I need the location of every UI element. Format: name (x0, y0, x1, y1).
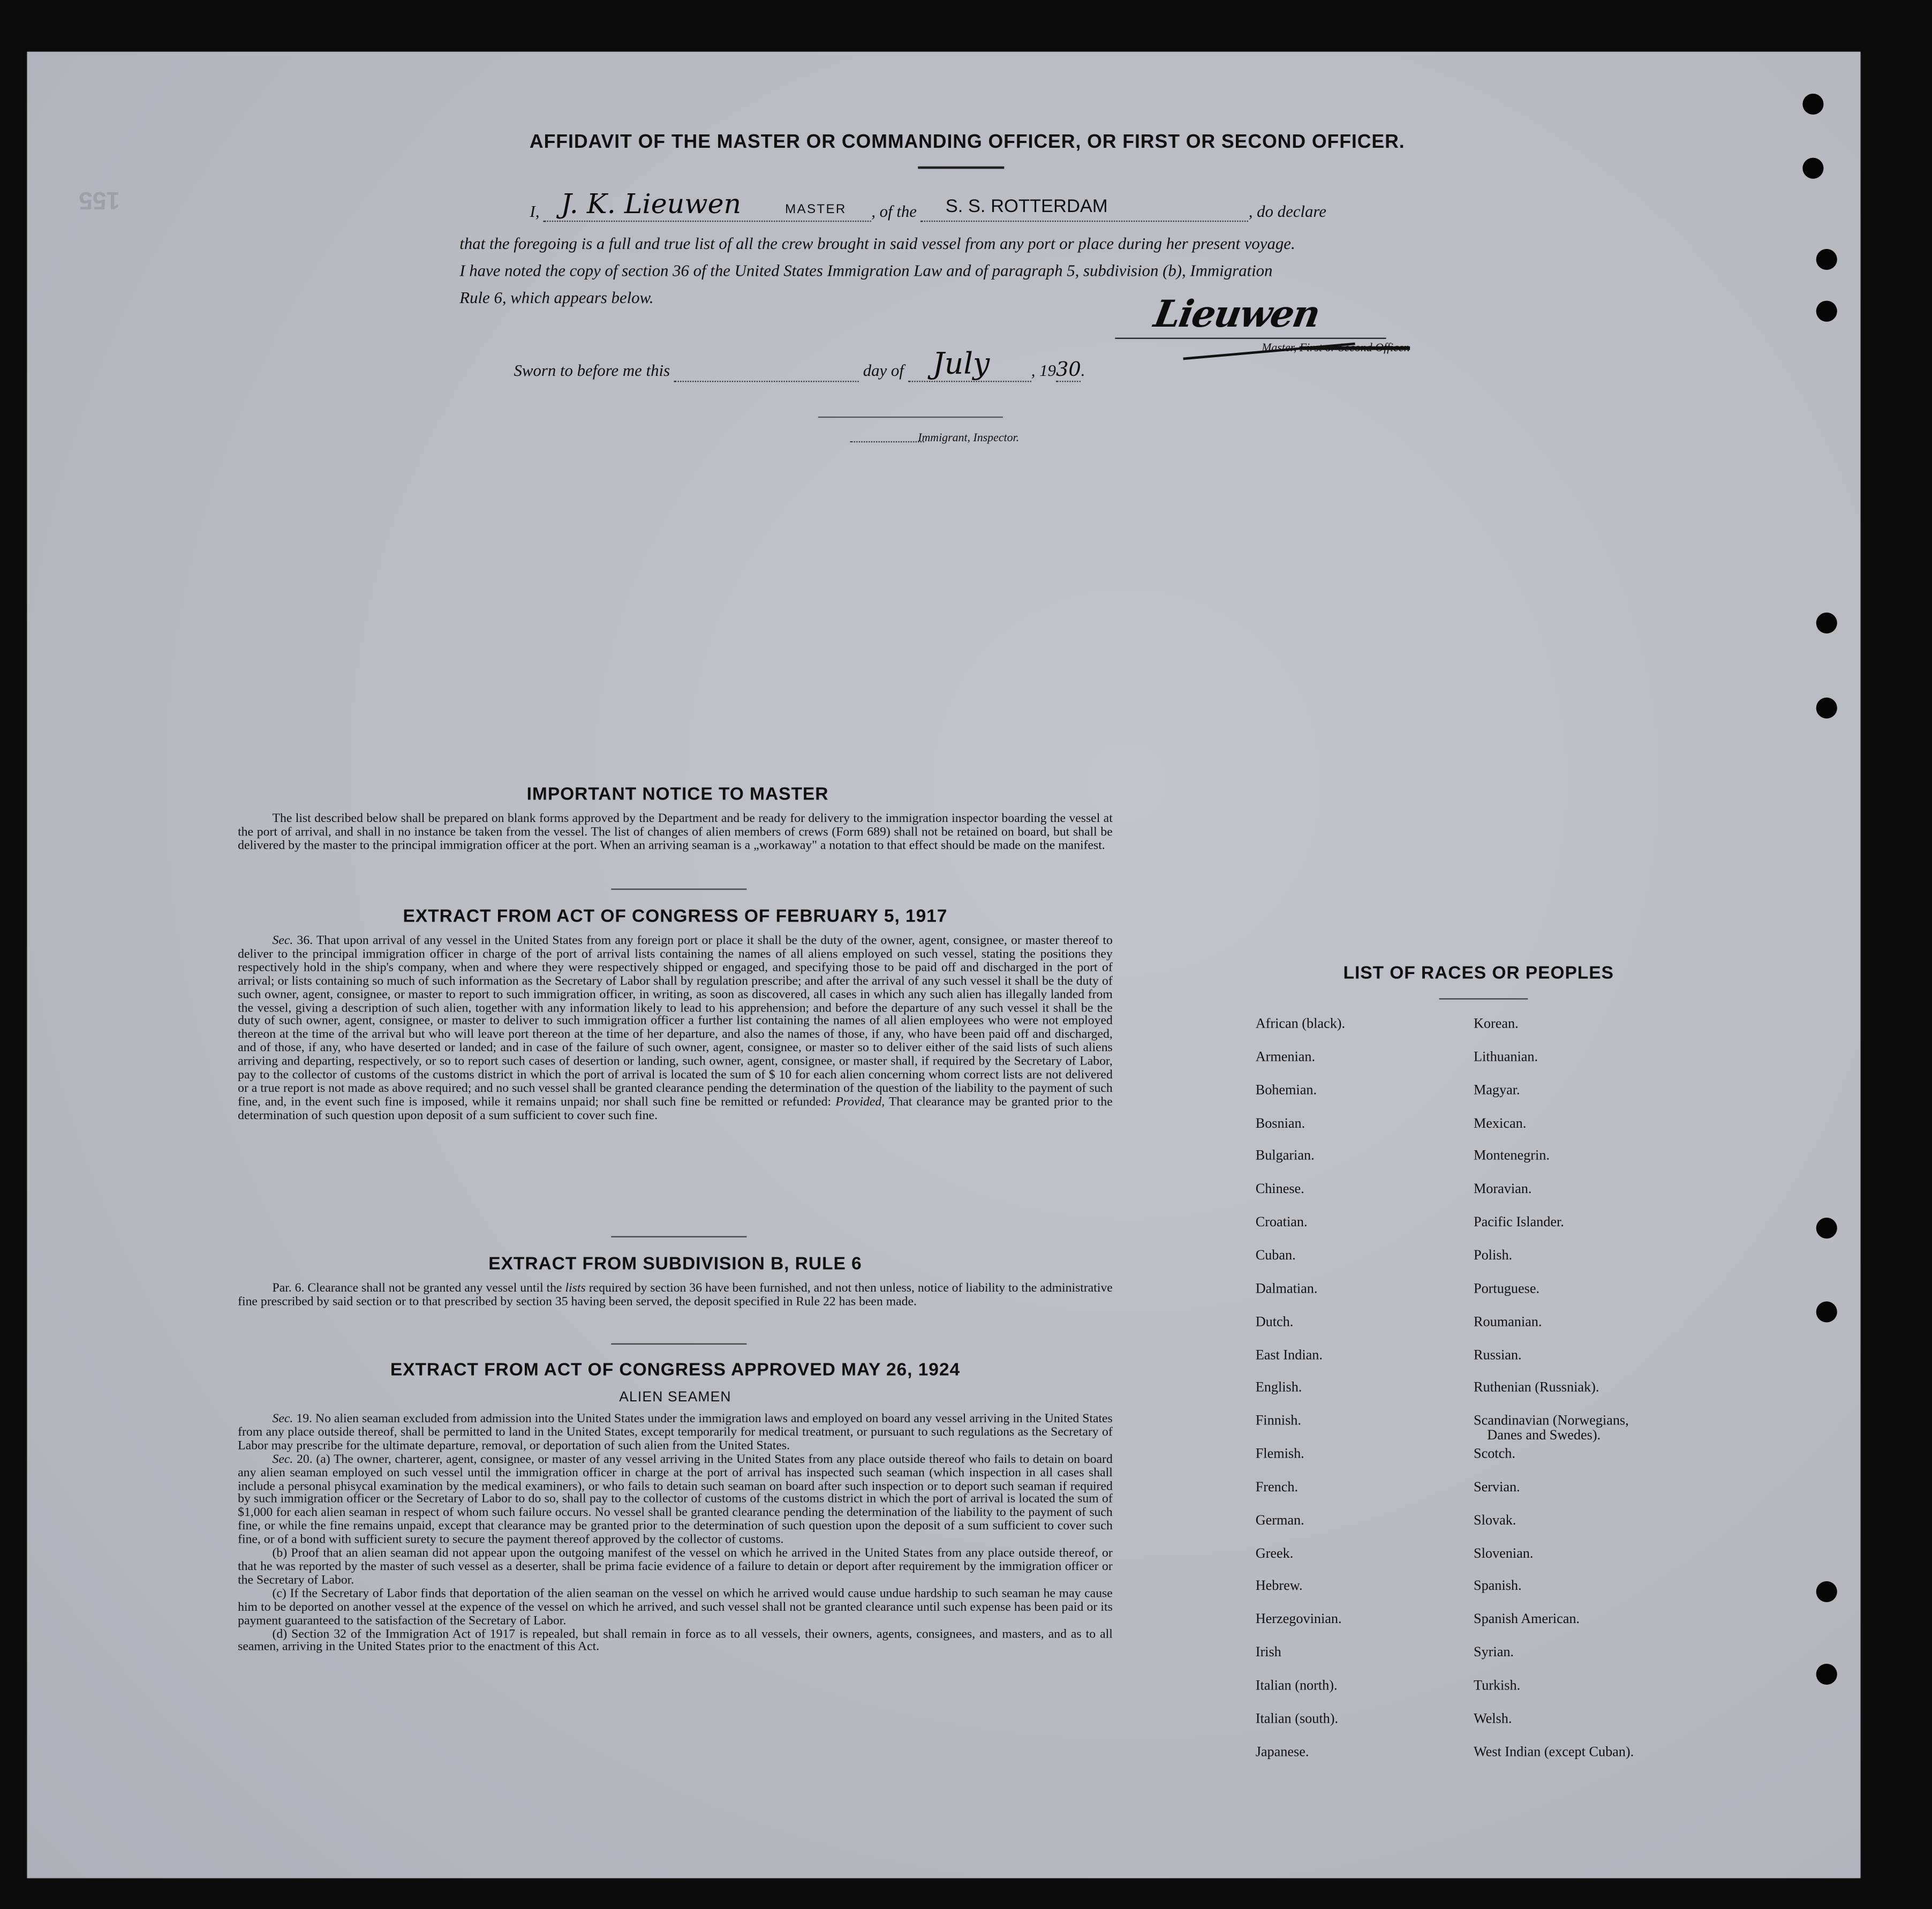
signature-caption-struck: First or Second Officer. (1299, 342, 1410, 355)
sworn-day-field (674, 366, 859, 382)
section-19-text: 19. No alien seaman excluded from admission into the United States under the immigration laws and employed on board any vessel arriving in the United States from any place outside thereof, shall be permitted to land in the United States, except temporarily for medical treatment, or pursuant to such regulations as the Secretary of Labor may prescribe for the ultimate departure, removal, or deportation of such alien from the United States. (238, 1412, 1113, 1453)
binder-hole (1816, 301, 1837, 322)
race-item: African (black). (1255, 1016, 1346, 1032)
race-item-continuation: Danes and Swedes). (1487, 1428, 1601, 1444)
race-item: Pacific Islander. (1473, 1215, 1564, 1231)
section-20b-paragraph: (b) Proof that an alien seaman did not appear upon the outgoing manifest of the vessel on which he arrived in the United States from any place outside thereof, or that he was reported by the master of such vessel as a deserter, shall be prima facie evidence of a failure to detain or deport after requirement by the immigration officer or the Secretary of Labor. (238, 1546, 1113, 1588)
section-36-paragraph (238, 935, 1113, 1123)
race-item: Finnish. (1255, 1414, 1301, 1429)
race-item: Ruthenian (Russniak). (1473, 1380, 1599, 1396)
divider (611, 888, 746, 889)
section-20d-paragraph: (d) Section 32 of the Immigration Act of 1917 is repealed, but shall remain in force as to all vessels, their owners, agents, consignees, and masters, and as to all seamen, arriving in the United States prior to the enactment of this Act. (238, 1627, 1113, 1655)
day-of-label: day of (863, 361, 904, 380)
provided-word: Provided, (835, 1095, 885, 1110)
act-1924-subtitle: ALIEN SEAMEN (619, 1390, 731, 1405)
notice-title: IMPORTANT NOTICE TO MASTER (526, 785, 829, 805)
race-item: Italian (north). (1255, 1678, 1338, 1694)
race-item: Korean. (1473, 1016, 1519, 1032)
race-item: Croatian. (1255, 1215, 1308, 1231)
race-item: Cuban. (1255, 1248, 1296, 1263)
word-i: I, (530, 202, 540, 221)
race-item: Greek. (1255, 1546, 1294, 1561)
race-item: Irish (1255, 1645, 1281, 1661)
act-1917-body (238, 935, 1113, 1123)
divider (918, 167, 1004, 168)
race-item: West Indian (except Cuban). (1473, 1745, 1634, 1760)
master-signature: Lieuwen (1150, 293, 1323, 337)
inspector-caption: Immigrant, Inspector. (918, 432, 1020, 445)
year-prefix: , 19 (1031, 361, 1056, 380)
sworn-year-handwritten: 30 (1056, 357, 1081, 382)
bleed-through-number: 155 (79, 186, 120, 214)
affidavit-line-2: that the foregoing is a full and true list of all the crew brought in said vessel from any port or place during her present voyage. (459, 234, 1295, 253)
act-1924-body (238, 1414, 1113, 1656)
affidavit-line-3: I have noted the copy of section 36 of the United States Immigration Law and of paragraph 5, subdivision (b), Immigration (459, 261, 1273, 280)
race-item: English. (1255, 1380, 1302, 1396)
race-item: Welsh. (1473, 1711, 1512, 1727)
race-item: Italian (south). (1255, 1711, 1339, 1727)
do-declare-label: , do declare (1248, 202, 1326, 221)
section-19-paragraph (238, 1414, 1113, 1454)
race-item: Chinese. (1255, 1182, 1304, 1197)
binder-hole (1816, 1664, 1837, 1685)
race-item: Lithuanian. (1473, 1050, 1538, 1065)
sworn-line (514, 346, 1085, 382)
sworn-month-handwritten: July (932, 346, 990, 381)
binder-hole (1816, 1301, 1837, 1322)
divider (1439, 998, 1528, 999)
race-item: Portuguese. (1473, 1281, 1540, 1296)
race-item: Spanish American. (1473, 1612, 1580, 1627)
rule-6-text-a: Par. 6. Clearance shall not be granted any vessel until the (272, 1281, 562, 1295)
race-item: Russian. (1473, 1347, 1522, 1363)
race-item: Turkish. (1473, 1678, 1521, 1694)
race-item: Bulgarian. (1255, 1149, 1315, 1164)
binder-hole (1816, 249, 1837, 270)
race-item: Dalmatian. (1255, 1281, 1318, 1296)
race-item: Bosnian. (1255, 1116, 1305, 1131)
signature-caption-master: Master, (1262, 342, 1297, 355)
section-36-text: 36. That upon arrival of any vessel in the United States from any foreign port or place it shall be the duty of the owner, agent, consignee, or master thereof to deliver to the principal immigration officer in charge of the port of arrival lists containing the names of all aliens employed on such vessel, stating the positions they respectively hold in the ship's company, when and where they were respectively shipped or engaged, and specifying those to be paid off and discharged in the port of arrival; or lists containing so much of such information as the Secretary of Labor shall by regulation prescribe; and after the arrival of any such vessel it shall be the duty of such owner, agent, consignee, or master to report to such immigration officer, in writing, as soon as discovered, all cases in which any such alien has illegally landed from the vessel, giving a description of such alien, together with any information likely to lead to his apprehension; and before the departure of any such vessel it shall be the duty of such owner, agent, consignee, or master to deliver to such immigration officer a further list containing the names of all alien employees who were not employed thereon at the time of the arrival but who will leave port thereon at the time of her departure, and also the names of those, if any, who have been paid off and discharged, and of those, if any, who have deserted or landed; and in case of the failure of such owner, agent, consignee, or master so to deliver either of the said lists of such aliens arriving and departing, respectively, or so to report such cases of desertion or landing, such owner, agent, consignee, or master shall, if required by the Secretary of Labor, pay to the collector of customs of the customs district in which the port of arrival is located the sum of $ 10 for each alien concerning whom correct lists are not delivered or a true report is not made as above required; and no such vessel shall be granted clearance pending the determination of the question of the liability to the payment of such fine, and, in the event such fine is imposed, while it remains unpaid; nor shall such fine be remitted or refunded: (238, 934, 1113, 1110)
race-item: Bohemian. (1255, 1083, 1317, 1098)
binder-hole (1816, 613, 1837, 633)
notice-paragraph: The list described below shall be prepared on blank forms approved by the Department and be ready for delivery to the immigration inspector boarding the vessel at the port of arrival, and shall in no instance be taken from the vessel. The list of changes of alien members of crews (Form 689) shall not be retained on board, but shall be delivered by the master to the principal immigration officer at the port. When an arriving seaman is a „workaway" a notation to that effect should be made on the manifest. (238, 812, 1113, 853)
binder-hole (1816, 698, 1837, 719)
race-item: Spanish. (1473, 1579, 1522, 1594)
race-item: Montenegrin. (1473, 1149, 1550, 1164)
affidavit-title: AFFIDAVIT OF THE MASTER OR COMMANDING OFFICER, OR FIRST OR SECOND OFFICER. (529, 132, 1405, 153)
inspector-signature-line (818, 417, 1003, 418)
vessel-field (921, 195, 1249, 222)
section-20a-text: 20. (a) The owner, charterer, agent, consignee, or master of any vessel arriving in the United States from any place outside thereof who fails to detain on board any alien seaman employed on such vessel until the immigration officer in charge at the port of arrival has inspected such seaman (which inspection in all cases shall include a personal phisycal examination by the medical examiners), or who fails to detain such seaman on board after such inspection or to deport such seaman if required by such immigration officer or the Secretary of Labor to do so, shall pay to the collector of customs of the customs district in which the port of arrival is located the sum of $1,000 for each alien seaman in respect of whom such failure occurs. No vessel shall be granted clearance pending the determination of the liability to the payment of such fine, or while the fine remains unpaid, except that clearance may be granted prior to the determination of such question upon the deposit of a sum sufficient to cover such fine, or of a bond with sufficient surety to secure the payment thereof approved by the collector of customs. (238, 1452, 1113, 1547)
race-item: Dutch. (1255, 1314, 1294, 1330)
act-1917-title: EXTRACT FROM ACT OF CONGRESS OF FEBRUARY 5, 1917 (403, 907, 948, 927)
section-20a-paragraph (238, 1454, 1113, 1548)
sec-label: Sec. (272, 934, 293, 948)
divider (611, 1236, 746, 1237)
race-item: Servian. (1473, 1480, 1520, 1495)
race-item: Slovak. (1473, 1513, 1516, 1528)
affidavit-line-4: Rule 6, which appears below. (459, 288, 654, 307)
master-name-field (544, 190, 871, 222)
section-36-proviso: That clearance may be granted prior to the determination of such question upon deposit of a sum sufficient to cover such fine. (238, 1095, 1113, 1123)
sec-label: Sec. (272, 1412, 293, 1426)
race-item: Moravian. (1473, 1182, 1532, 1197)
race-item: Mexican. (1473, 1116, 1527, 1131)
affidavit-declaration-line (530, 190, 1326, 222)
binder-hole (1816, 1218, 1837, 1239)
of-the-label: , of the (871, 202, 917, 221)
master-name-handwritten: J. K. Lieuwen (561, 190, 742, 221)
race-item: French. (1255, 1480, 1299, 1495)
year-suffix: . (1081, 361, 1085, 380)
race-item: Magyar. (1473, 1083, 1520, 1098)
sworn-month-field (908, 346, 1031, 382)
races-title: LIST OF RACES OR PEOPLES (1343, 963, 1614, 984)
race-item: Japanese. (1255, 1745, 1309, 1760)
race-item: Scandinavian (Norwegians, (1473, 1414, 1629, 1429)
binder-hole (1816, 1581, 1837, 1602)
binder-hole (1802, 158, 1823, 179)
race-item: Flemish. (1255, 1447, 1304, 1462)
lists-word: lists (565, 1281, 586, 1295)
race-item: Herzegovinian. (1255, 1612, 1342, 1627)
sworn-label: Sworn to before me this (514, 361, 670, 380)
race-item: Syrian. (1473, 1645, 1514, 1661)
race-item: Hebrew. (1255, 1579, 1303, 1594)
rule-6-title: EXTRACT FROM SUBDIVISION B, RULE 6 (488, 1254, 862, 1274)
act-1924-title: EXTRACT FROM ACT OF CONGRESS APPROVED MAY 26, 1924 (390, 1360, 961, 1380)
signature-underline (1115, 338, 1386, 339)
vessel-name: S. S. ROTTERDAM (945, 195, 1108, 217)
race-item: Slovenian. (1473, 1546, 1534, 1561)
rank-field: MASTER (785, 202, 847, 217)
notice-body (238, 813, 1113, 854)
race-item: Scotch. (1473, 1447, 1515, 1462)
race-item: Polish. (1473, 1248, 1513, 1263)
race-item: Armenian. (1255, 1050, 1316, 1065)
rule-6-text-b: required by section 36 have been furnished, and not then unless, notice of liability to the administrative fine prescribed by said section or to that prescribed by section 35 having been served, the deposit specified in Rule 22 has been made. (238, 1281, 1113, 1309)
rule-6-body (238, 1283, 1113, 1310)
race-item: East Indian. (1255, 1347, 1323, 1363)
race-item: Roumanian. (1473, 1314, 1542, 1330)
section-20c-paragraph: (c) If the Secretary of Labor finds that deportation of the alien seaman on the vessel on which he arrived would cause undue hardship to such seaman he may cause him to be deported on another vessel at the expence of the vessel on which he arrived, and such vessel shall not be granted clearance until such expense has been paid or its payment guaranteed to the satisfaction of the Secretary of Labor. (238, 1587, 1113, 1628)
divider (611, 1344, 746, 1345)
rule-6-paragraph (238, 1283, 1113, 1310)
sec-label: Sec. (272, 1452, 293, 1467)
inspector-dotted-line (850, 441, 924, 444)
binder-hole (1802, 94, 1823, 115)
signature-caption (1262, 343, 1410, 355)
race-item: German. (1255, 1513, 1304, 1528)
